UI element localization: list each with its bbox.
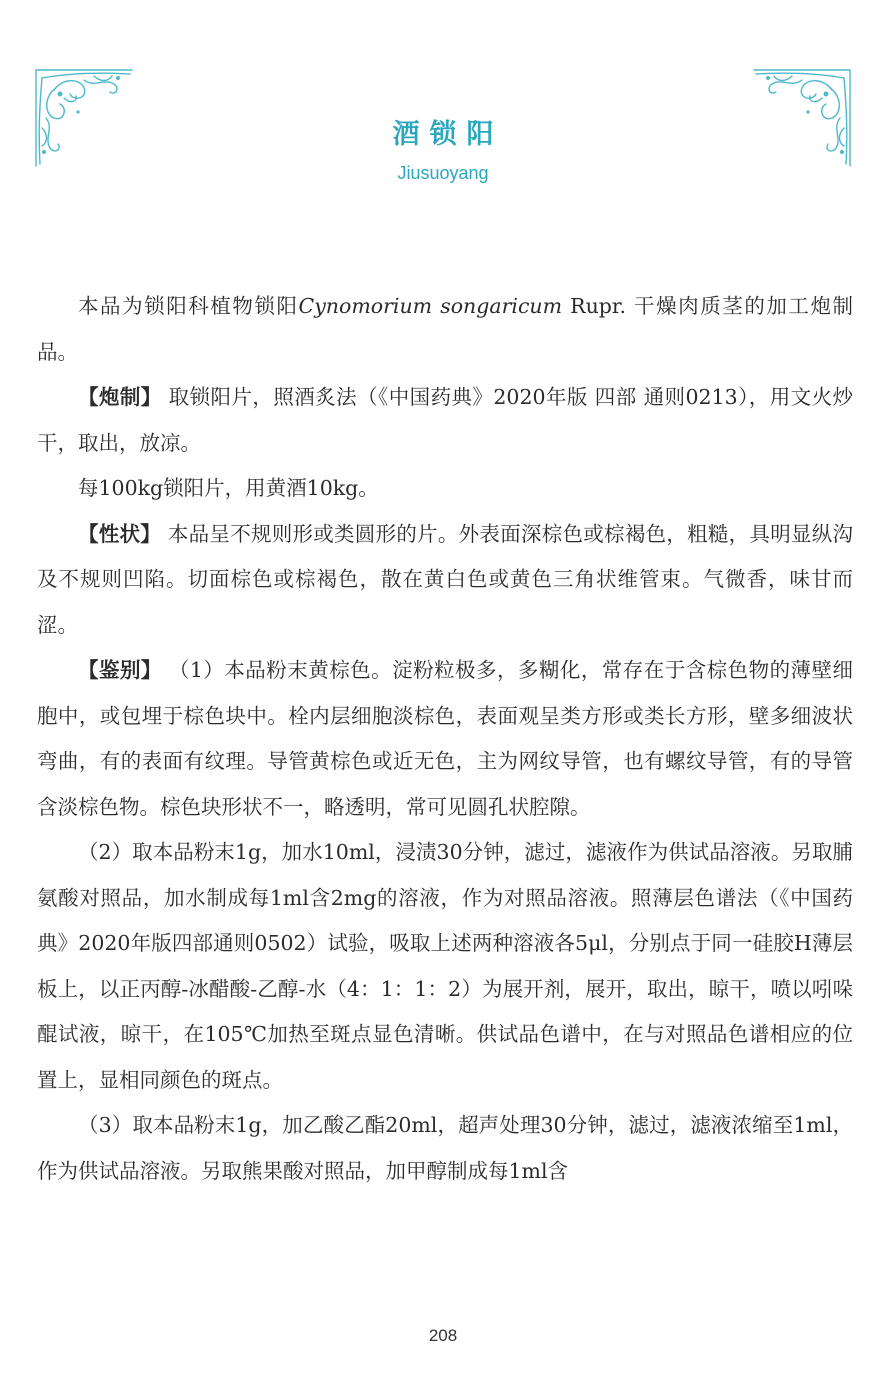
- dosage-paragraph: [37, 466, 853, 512]
- characteristics-text: 本品呈不规则形或类圆形的片。外表面深棕色或棕褐色，粗糙，具明显纵沟及不规则凹陷。切面棕色或棕褐色，散在黄白色或黄色三角状维管束。气微香，味甘而涩。: [37, 521, 854, 637]
- description-text: 本品为锁阳科植物锁阳: [78, 294, 299, 318]
- latin-name: Cynomorium songaricum: [298, 294, 563, 318]
- page-number: 208: [428, 1326, 458, 1345]
- monograph-body: [37, 284, 853, 1194]
- characteristics-heading: 【性状】: [78, 521, 162, 546]
- identification-text-1: （1）本品粉末黄棕色。淀粉粒极多，多糊化，常存在于含棕色物的薄壁细胞中，或包埋于棕色块中。栓内层细胞淡棕色，表面观呈类方形或类长方形，壁多细波状弯曲，有的表面有纹理。导管黄棕色或近无色，主为网纹导管，也有螺纹导管，有的导管含淡棕色物。棕色块形状不一，略透明，常可见圆孔状腔隙。: [37, 658, 854, 819]
- page-title: 酒锁阳: [392, 119, 504, 150]
- description-text-end: Rupr. 干燥肉质茎的加工炮制品。: [37, 294, 854, 364]
- identification-text-2: （2）取本品粉末1g，加水10ml，浸渍30分钟，滤过，滤液作为供试品溶液。另取脯氨酸对照品，加水制成每1ml含2mg的溶液，作为对照品溶液。照薄层色谱法（《中国药典》2020年版四部通则0502）试验，吸取上述两种溶液各5μl，分别点于同一硅胶H薄层板上，以正丙醇-冰醋酸-乙醇-水（4：1：1：2）为展开剂，展开，取出，晾干，喷以吲哚醌试液，晾干，在105℃加热至斑点显色清晰。供试品色谱中，在与对照品色谱相应的位置上，显相同颜色的斑点。: [37, 840, 853, 1092]
- identification-text-3: （3）取本品粉末1g，加乙酸乙酯20ml，超声处理30分钟，滤过，滤液浓缩至1ml，作为供试品溶液。另取熊果酸对照品，加甲醇制成每1ml含: [37, 1113, 853, 1183]
- description-paragraph: [37, 284, 853, 375]
- identification-heading: 【鉴别】: [78, 658, 162, 682]
- identification-paragraph-3: [37, 1103, 853, 1194]
- page-subtitle-pinyin: Jiusuoyang: [397, 163, 489, 183]
- processing-heading: 【炮制】: [78, 385, 162, 409]
- processing-paragraph: [37, 375, 853, 466]
- dosage-text: 每100kg锁阳片，用黄酒10kg。: [78, 476, 379, 500]
- processing-text: 取锁阳片，照酒炙法（《中国药典》2020年版 四部 通则0213），用文火炒干，取出，放凉。: [37, 385, 853, 455]
- identification-paragraph-2: [37, 830, 853, 1103]
- characteristics-paragraph: [37, 512, 853, 649]
- identification-paragraph-1: [37, 648, 853, 830]
